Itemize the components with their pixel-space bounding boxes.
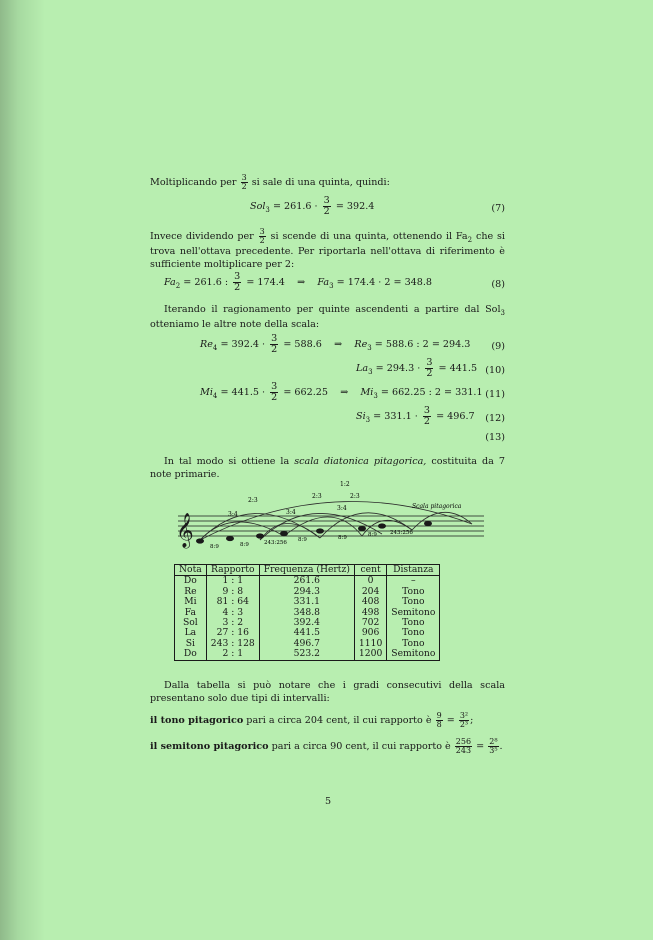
scale-table: [174, 564, 440, 661]
note-fa: [280, 531, 288, 536]
interval-label: 8:9: [338, 535, 347, 541]
paragraph-intervals: Dalla tabella si può notare che i gradi consecutivi della scala presentano solo due tipi di intervalli:: [150, 680, 505, 704]
paragraph-intro: Moltiplicando per $\frac{3}{2}$ si sale di una quinta, quindi:: [150, 173, 390, 191]
note-sol: [316, 528, 324, 533]
equation-11: $Mi_4 = 441.5$ · $\frac{3}{2}$ = 662.25 ⇒ $Mi_3 = 662.25$ : 2 = 331.1: [200, 381, 483, 403]
table-row: Do 2 : 1 523.2 1200 Semitono: [175, 649, 440, 660]
table-header-row: [175, 565, 440, 576]
interval-label: 8:9: [240, 542, 249, 548]
equation-9: $Re_4 = 392.4$ · $\frac{3}{2}$ = 588.6 ⇒ $Re_3 = 588.6$ : 2 = 294.3: [200, 333, 471, 355]
paragraph-dividing: Invece dividendo per $\frac{3}{2}$ si scende di una quinta, ottenendo il $Fa_2$ che si trova nell'ottava precedente. Per riportarla nell'ottava di riferimento è sufficiente moltiplicare per 2:: [150, 227, 505, 270]
interval-label: 8:9: [298, 537, 307, 543]
arc-label: 2:3: [312, 493, 322, 500]
equation-number-13: (13): [485, 432, 505, 443]
staff-lines: [178, 516, 484, 536]
equation-10: $La_3 = 294.3$ · $\frac{3}{2}$ = 441.5: [356, 357, 478, 379]
definition-tono: il tono pitagorico pari a circa 204 cent, il cui rapporto è $\frac{9}{8}$ = $\frac{\text{3²}}{\text{2³}}$ ;: [150, 711, 474, 729]
interval-label: 8:9: [210, 544, 219, 550]
table-row: Do 1 : 1 261.6 0 –: [175, 576, 440, 587]
arc-label: 3:4: [228, 511, 238, 518]
arc-label: 2:3: [350, 493, 360, 500]
note-mi: [256, 533, 264, 538]
note-do: [196, 538, 204, 543]
column-header-cent: cent: [354, 565, 386, 576]
equation-number-10: (10): [485, 365, 505, 376]
equation-number-7: (7): [491, 203, 505, 214]
note-si: [378, 523, 386, 528]
column-header-nota: Nota: [175, 565, 207, 576]
table-row: Sol 3 : 2 392.4 702 Tono: [175, 618, 440, 628]
paragraph-scale: In tal modo si ottiene la scala diatonica pitagorica, costituita da 7 note primarie.: [150, 456, 505, 480]
arc-label: 1:2: [340, 481, 350, 488]
equation-number-12: (12): [485, 413, 505, 424]
interval-label: 243:256: [264, 540, 287, 546]
pythagorean-scale-diagram: [172, 478, 492, 554]
table-row: Re 9 : 8 294.3 204 Tono: [175, 587, 440, 597]
table-row: La 27 : 16 441.5 906 Tono: [175, 628, 440, 638]
interval-label: 243:256: [390, 530, 413, 536]
equation-number-8: (8): [491, 279, 505, 290]
equation-12: $Si_3 = 331.1$ · $\frac{3}{2}$ = 496.7: [356, 405, 475, 427]
equation-8: $Fa_2 = 261.6$ : $\frac{3}{2}$ = 174.4 ⇒ $Fa_3 = 174.4 \cdot 2 = 348.8$: [164, 271, 433, 293]
arc-label: 2:3: [248, 497, 258, 504]
table-row: Mi 81 : 64 331.1 408 Tono: [175, 597, 440, 607]
treble-clef-icon: 𝄞: [176, 513, 194, 548]
column-header-frequenza: Frequenza (Hertz): [259, 565, 354, 576]
note-re: [226, 536, 234, 541]
table-row: Si 243 : 128 496.7 1110 Tono: [175, 639, 440, 649]
column-header-rapporto: Rapporto: [206, 565, 259, 576]
table-row: Fa 4 : 3 348.8 498 Semitono: [175, 608, 440, 618]
equation-number-11: (11): [485, 389, 505, 400]
diagram-label: Scala pitagorica: [412, 503, 462, 510]
paragraph-iterating: Iterando il ragionamento per quinte ascendenti a partire dal Sol$_3$ otteniamo le altre note della scala:: [150, 304, 505, 331]
interval-label: 8:9: [368, 532, 377, 538]
equation-7: Sol$_3$ = 261.6 · $\frac{3}{2}$ = 392.4: [250, 195, 375, 217]
column-header-distanza: Distanza: [387, 565, 440, 576]
definition-semitono: il semitono pitagorico pari a circa 90 cent, il cui rapporto è $\frac{256}{243}$ = $\frac{\text{2⁸}}{\text{3⁵}}$ .: [150, 737, 503, 755]
note-la: [358, 526, 366, 531]
arc-label: 3:4: [337, 505, 347, 512]
arc-label: 3:4: [286, 509, 296, 516]
note-do-high: [424, 521, 432, 526]
page-number: 5: [325, 796, 332, 807]
equation-number-9: (9): [491, 341, 505, 352]
